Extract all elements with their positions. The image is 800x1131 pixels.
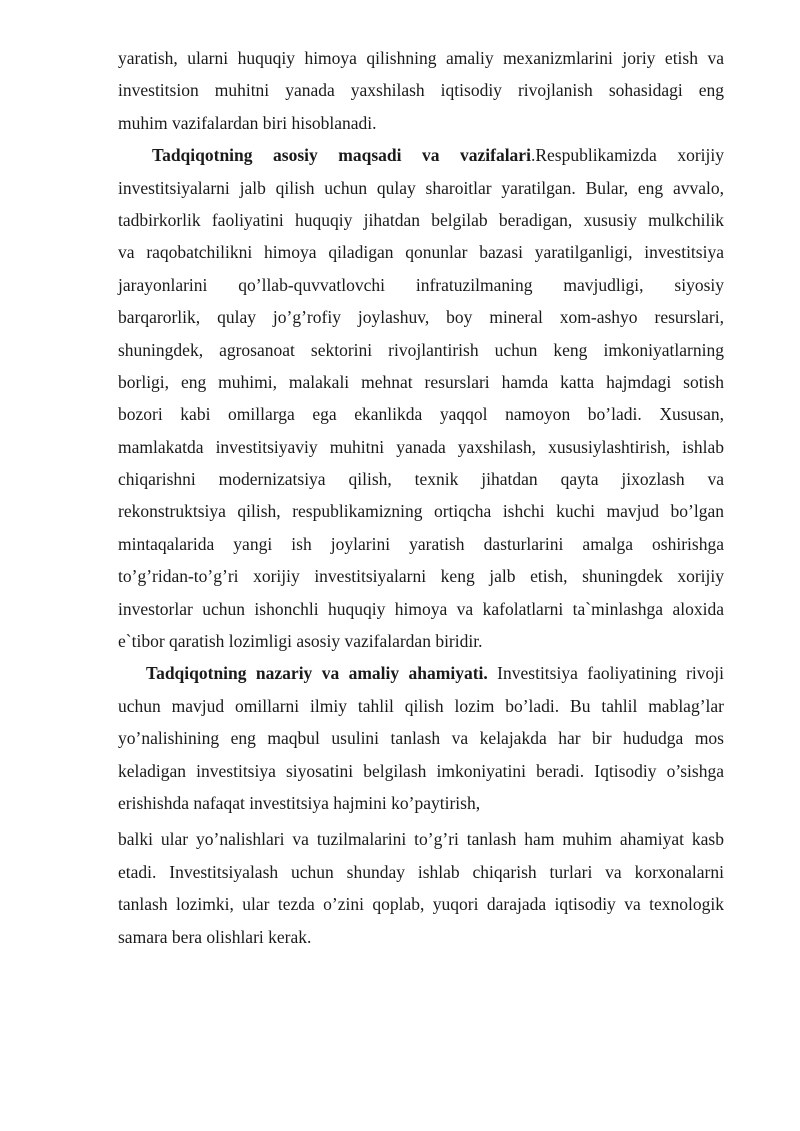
text-line: tanlash lozimki, ular tezda o’zini qoplab, yuqori darajada iqtisodiy va texnologik	[118, 894, 724, 915]
text-line: investitsiyalarni jalb qilish uchun qulay sharoitlar yaratilgan. Bular, eng avvalo,	[118, 177, 724, 198]
paragraph-intro	[118, 42, 724, 139]
heading-line	[118, 139, 724, 171]
text-line: bozori kabi omillarga ega ekanlikda yaqqol namoyon bo’ladi. Xususan,	[118, 404, 724, 425]
paragraph-goals	[118, 139, 724, 657]
heading-tail: .Respublikamizda xorijiy	[530, 145, 724, 166]
text-line: samara bera olishlari kerak.	[118, 926, 312, 947]
text-line: keladigan investitsiya siyosatini belgilash imkoniyatini beradi. Iqtisodiy o’sishga	[118, 760, 724, 781]
section-heading-significance: Tadqiqotning nazariy va amaliy ahamiyati.	[146, 663, 488, 684]
paragraph-continuation	[118, 823, 724, 953]
document-page	[118, 42, 724, 953]
text-line: rekonstruktsiya qilish, respublikamizning ortiqcha ishchi kuchi mavjud bo’lgan	[118, 501, 724, 522]
text-line: balki ular yo’nalishlari va tuzilmalarini to’g’ri tanlash ham muhim ahamiyat kasb	[118, 829, 724, 850]
text-line: mintaqalarida yangi ish joylarini yaratish dasturlarini amalga oshirishga	[118, 533, 724, 554]
text-line: investitsion muhitni yanada yaxshilash iqtisodiy rivojlanish sohasidagi eng	[118, 80, 724, 101]
text-line: muhim vazifalardan biri hisoblanadi.	[118, 112, 377, 133]
text-line: investorlar uchun ishonchli huquqiy himoya va kafolatlarni ta`minlashga aloxida	[118, 598, 724, 619]
heading-tail: Investitsiya faoliyatining rivoji	[487, 663, 724, 684]
text-line: uchun mavjud omillarni ilmiy tahlil qilish lozim bo’ladi. Bu tahlil mablag’lar	[118, 695, 724, 716]
text-line: tadbirkorlik faoliyatini huquqiy jihatdan belgilab beradigan, xususiy mulkchilik	[118, 209, 724, 230]
text-line: e`tibor qaratish lozimligi asosiy vazifalardan biridir.	[118, 631, 483, 652]
text-line: etadi. Investitsiyalash uchun shunday ishlab chiqarish turlari va korxonalarni	[118, 861, 724, 882]
text-line: erishishda nafaqat investitsiya hajmini ko’paytirish,	[118, 792, 481, 813]
heading-line	[118, 657, 724, 689]
paragraph-significance	[118, 657, 724, 819]
text-line: barqarorlik, qulay jo’g’rofiy joylashuv, boy mineral xom-ashyo resurslari,	[118, 307, 724, 328]
text-line: yaratish, ularni huquqiy himoya qilishning amaliy mexanizmlarini joriy etish va	[118, 48, 724, 68]
section-heading-goals: Tadqiqotning asosiy maqsadi va vazifalari	[152, 145, 531, 166]
text-line: shuningdek, agrosanoat sektorini rivojlantirish uchun keng imkoniyatlarning	[118, 339, 724, 360]
text-line: va raqobatchilikni himoya qiladigan qonunlar bazasi yaratilganligi, investitsiya	[118, 242, 724, 263]
text-line: mamlakatda investitsiyaviy muhitni yanada yaxshilash, xususiylashtirish, ishlab	[118, 436, 724, 457]
text-line: chiqarishni modernizatsiya qilish, texnik jihatdan qayta jixozlash va	[118, 469, 724, 490]
text-line: to’g’ridan-to’g’ri xorijiy investitsiyalarni keng jalb etish, shuningdek xorijiy	[118, 566, 724, 587]
text-line: yo’nalishining eng maqbul usulini tanlash va kelajakda har bir hududga mos	[118, 728, 724, 749]
text-line: jarayonlarini qo’llab-quvvatlovchi infratuzilmaning mavjudligi, siyosiy	[118, 274, 724, 295]
text-line: borligi, eng muhimi, malakali mehnat resurslari hamda katta hajmdagi sotish	[118, 371, 724, 392]
